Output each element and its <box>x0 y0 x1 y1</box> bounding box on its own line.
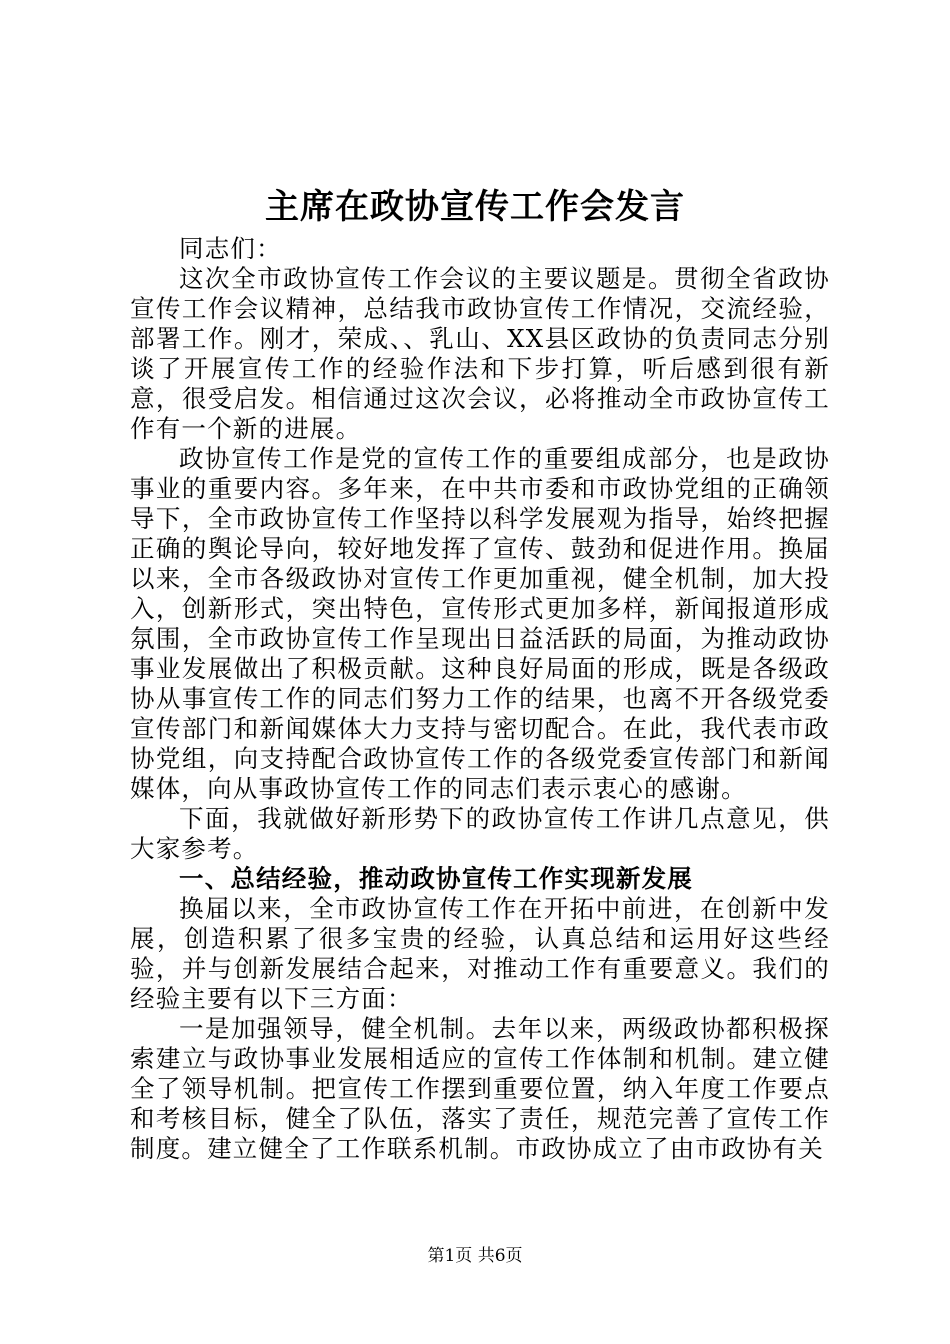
body-paragraph: 政协宣传工作是党的宣传工作的重要组成部分，也是政协事业的重要内容。多年来，在中共市委和市政协党组的正确领导下，全市政协宣传工作坚持以科学发展观为指导，始终把握正确的舆论导向，较好地发挥了宣传、鼓劲和促进作用。换届以来，全市各级政协对宣传工作更加重视，健全机制，加大投入，创新形式，突出特色，宣传形式更加多样，新闻报道形成氛围，全市政协宣传工作呈现出日益活跃的局面，为推动政协事业发展做出了积极贡献。这种良好局面的形成，既是各级政协从事宣传工作的同志们努力工作的结果，也离不开各级党委宣传部门和新闻媒体大力支持与密切配合。在此，我代表市政协党组，向支持配合政协宣传工作的各级党委宣传部门和新闻媒体，向从事政协宣传工作的同志们表示衷心的感谢。 <box>130 444 830 803</box>
document-body <box>130 234 830 1164</box>
body-paragraph: 换届以来，全市政协宣传工作在开拓中前进，在创新中发展，创造积累了很多宝贵的经验，认真总结和运用好这些经验，并与创新发展结合起来，对推动工作有重要意义。我们的经验主要有以下三方面： <box>130 894 830 1013</box>
body-paragraph: 这次全市政协宣传工作会议的主要议题是。贯彻全省政协宣传工作会议精神，总结我市政协宣传工作情况，交流经验，部署工作。刚才，荣成、、乳山、XX县区政协的负责同志分别谈了开展宣传工作的经验作法和下步打算，听后感到很有新意，很受启发。相信通过这次会议，必将推动全市政协宣传工作有一个新的进展。 <box>130 264 830 443</box>
salutation-paragraph: 同志们： <box>179 234 282 263</box>
section-heading: 一、总结经验，推动政协宣传工作实现新发展 <box>179 864 693 893</box>
document-title: 主席在政协宣传工作会发言 <box>265 187 685 227</box>
body-paragraph: 一是加强领导，健全机制。去年以来，两级政协都积极探索建立与政协事业发展相适应的宣传工作体制和机制。建立健全了领导机制。把宣传工作摆到重要位置，纳入年度工作要点和考核目标，健全了队伍，落实了责任，规范完善了宣传工作制度。建立健全了工作联系机制。市政协成立了由市政协有关 <box>130 1014 830 1163</box>
body-paragraph: 下面，我就做好新形势下的政协宣传工作讲几点意见，供大家参考。 <box>130 804 830 863</box>
page-number-footer: 第1页 共6页 <box>427 1246 523 1266</box>
